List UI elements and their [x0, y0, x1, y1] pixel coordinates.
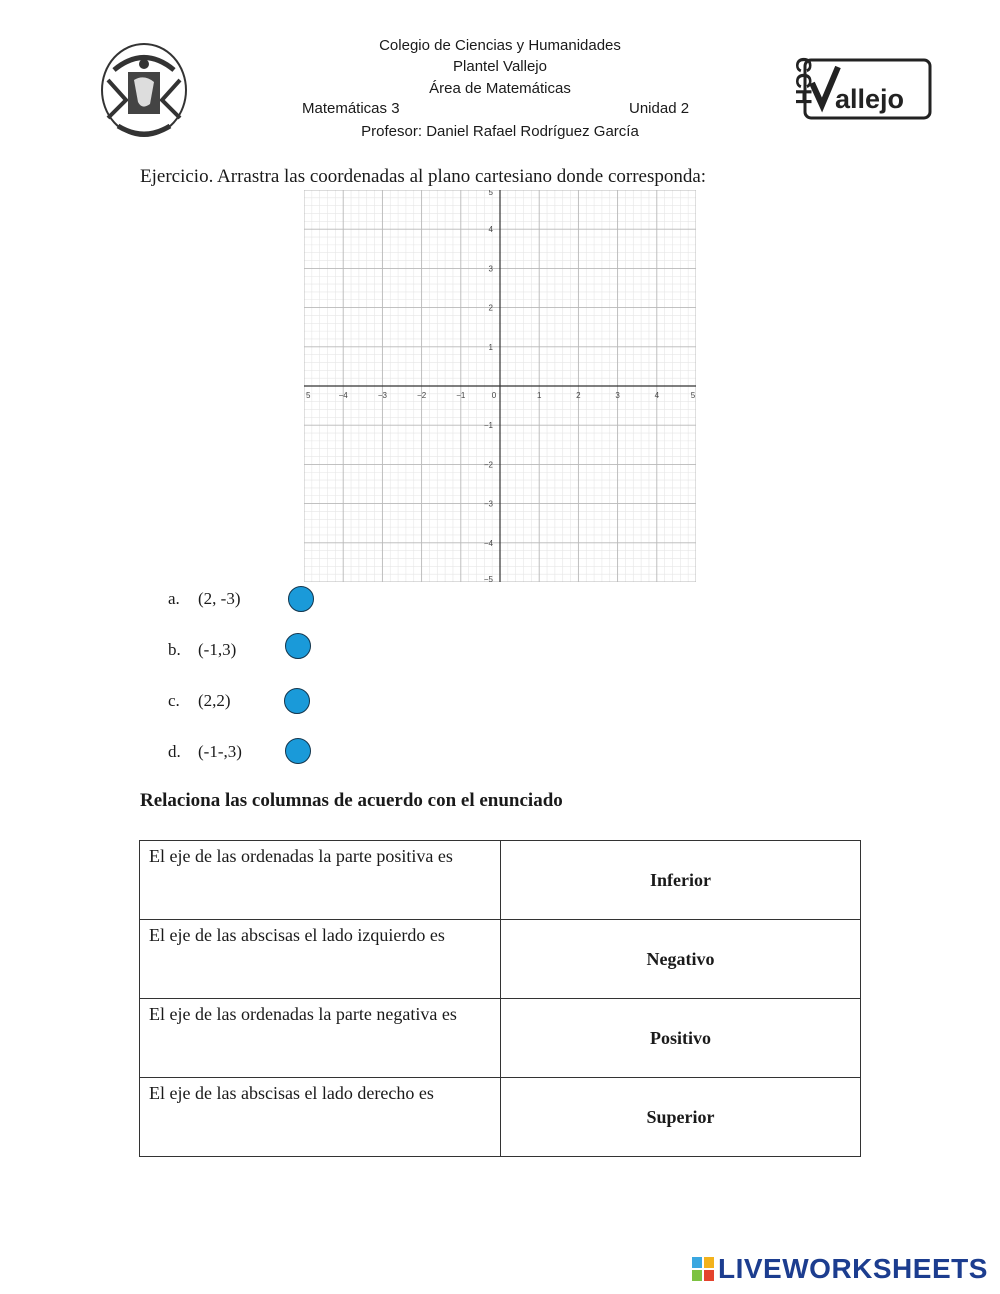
statement-cell: El eje de las abscisas el lado derecho es: [140, 1078, 501, 1157]
answer-cell[interactable]: Positivo: [501, 999, 861, 1078]
matching-table: [139, 840, 861, 1157]
x-tick-label: 5: [690, 391, 696, 400]
y-tick-label: −3: [483, 499, 493, 509]
x-tick-label: 5: [306, 391, 311, 400]
option-d-coords: (-1-,3): [198, 742, 242, 761]
matching-section-title: Relaciona las columnas de acuerdo con el enunciado: [140, 790, 563, 811]
x-tick-label: −4: [338, 391, 348, 400]
answer-cell[interactable]: Negativo: [501, 920, 861, 999]
statement-cell: El eje de las ordenadas la parte negativa es: [140, 999, 501, 1078]
option-b-coords: (-1,3): [198, 640, 237, 659]
y-tick-label: −5: [483, 575, 493, 582]
exercise-instruction: Ejercicio. Arrastra las coordenadas al plano cartesiano donde corresponda:: [140, 166, 707, 187]
option-c-letter: c.: [168, 691, 180, 710]
y-tick-label: 2: [488, 303, 493, 313]
cch-vallejo-logo: [780, 55, 935, 125]
drag-dot-d[interactable]: [285, 738, 311, 764]
option-b: [168, 640, 236, 660]
x-axis-tick-labels: [306, 391, 696, 400]
y-tick-label: 5: [488, 190, 493, 197]
x-tick-label: 4: [654, 391, 660, 400]
option-b-letter: b.: [168, 640, 181, 659]
school-name: Colegio de Ciencias y Humanidades: [379, 37, 621, 54]
table-row: [140, 920, 861, 999]
x-tick-label: 0: [491, 391, 497, 400]
option-c: [168, 691, 231, 711]
unam-crest-logo: [98, 40, 190, 144]
drag-dot-b[interactable]: [285, 633, 311, 659]
table-row: [140, 999, 861, 1078]
option-a: [168, 589, 240, 609]
table-row: [140, 841, 861, 920]
x-tick-label: 1: [536, 391, 542, 400]
x-tick-label: −1: [456, 391, 466, 400]
drag-dot-a[interactable]: [288, 586, 314, 612]
x-tick-label: 3: [615, 391, 620, 400]
y-tick-label: −4: [483, 538, 493, 548]
drag-dot-c[interactable]: [284, 688, 310, 714]
x-tick-label: 2: [576, 391, 581, 400]
unit-label: Unidad 2: [629, 100, 690, 117]
option-c-coords: (2,2): [198, 691, 231, 710]
campus-name: Plantel Vallejo: [453, 58, 547, 75]
option-a-coords: (2, -3): [198, 589, 241, 608]
table-row: [140, 1078, 861, 1157]
y-tick-label: 1: [488, 342, 493, 352]
y-tick-label: −1: [483, 421, 493, 431]
cartesian-plane[interactable]: [304, 190, 696, 582]
y-tick-label: −2: [483, 460, 493, 470]
liveworksheets-icon: [692, 1257, 714, 1281]
answer-cell[interactable]: Superior: [501, 1078, 861, 1157]
option-d-letter: d.: [168, 742, 181, 761]
cch-letters: CCH: [791, 57, 816, 105]
statement-cell: El eje de las abscisas el lado izquierdo es: [140, 920, 501, 999]
x-tick-label: −2: [417, 391, 427, 400]
department-name: Área de Matemáticas: [429, 80, 571, 97]
x-tick-label: −3: [377, 391, 387, 400]
liveworksheets-brand: LIVEWORKSHEETS: [718, 1253, 988, 1284]
y-tick-label: 3: [488, 264, 493, 274]
y-tick-label: 4: [488, 225, 493, 235]
option-a-letter: a.: [168, 589, 180, 608]
cch-vallejo-text: allejo: [835, 84, 905, 114]
subject-name: Matemáticas 3: [302, 100, 400, 117]
answer-cell[interactable]: Inferior: [501, 841, 861, 920]
statement-cell: El eje de las ordenadas la parte positiva es: [140, 841, 501, 920]
teacher-name: Profesor: Daniel Rafael Rodríguez García: [361, 123, 639, 140]
option-d: [168, 742, 242, 762]
liveworksheets-logo: [692, 1253, 988, 1285]
